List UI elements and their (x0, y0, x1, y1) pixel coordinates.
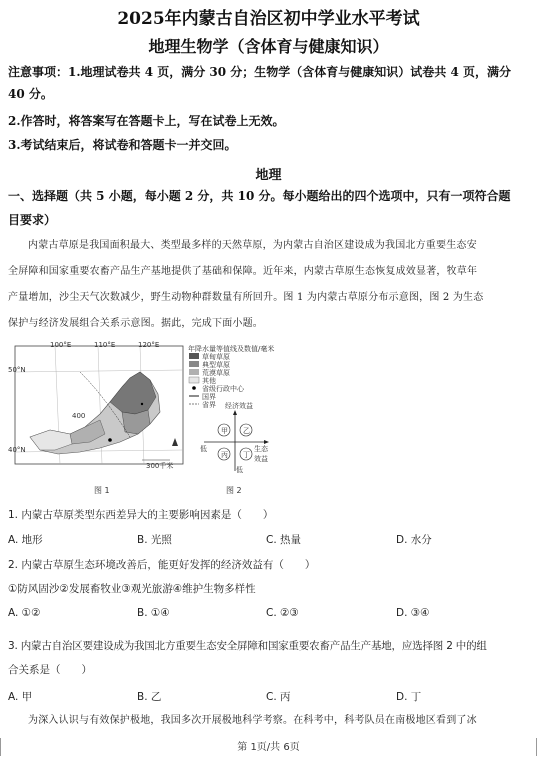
question-3-stem: 3. 内蒙古自治区要建设成为我国北方重要生态安全屏障和国家重要农畜产品生产基地，应选择图 2 中的组 (8, 640, 487, 652)
quadrant-yi: 乙 (243, 427, 250, 435)
intro-line-3: 产量增加，沙尘天气次数减少，野生动物种群数量有所回升。图 1 为内蒙古草原分布示意图，图 2 为生态 (8, 292, 484, 303)
notice-line-4: 3.考试结束后，将试卷和答题卡一并交回。 (8, 138, 237, 152)
figure-2-caption: 图 2 (226, 486, 242, 495)
q3-option-a[interactable]: A. 甲 (8, 691, 33, 703)
axis-ecological: 生态效益 (254, 445, 268, 463)
intro-line-4: 保护与经济发展组合关系示意图。据此，完成下面小题。 (8, 318, 263, 329)
map-legend (188, 344, 278, 408)
q1-option-a[interactable]: A. 地形 (8, 534, 43, 546)
quadrant-graphic (200, 405, 270, 475)
intro-line-1: 内蒙古草原是我国面积最大、类型最多样的天然草原，为内蒙古自治区建设成为我国北方重要生态安 (28, 240, 477, 251)
q3-option-d[interactable]: D. 丁 (396, 691, 422, 703)
lat-label-50: 50°N (8, 366, 26, 374)
q2-option-a[interactable]: A. ①② (8, 607, 41, 619)
subject-heading: 地理 (255, 168, 282, 183)
q3-option-c[interactable]: C. 丙 (266, 691, 291, 703)
lat-label-40: 40°N (8, 446, 26, 454)
q1-option-c[interactable]: C. 热量 (266, 534, 302, 546)
question-2-sub: ①防风固沙②发展畜牧业③观光旅游④维护生物多样性 (8, 583, 256, 595)
lon-label-110: 110°E (94, 341, 116, 349)
legend-title: 年降水量等值线及数值/毫米 (188, 345, 275, 353)
legend-item-capital: 省级行政中心 (202, 385, 244, 393)
question-3-stem-cont: 合关系是（ ） (8, 664, 92, 676)
section-heading-1: 一、选择题（共 5 小题，每小题 2 分，共 10 分。每小题给出的四个选项中，只有一项符合题 (8, 189, 511, 203)
page-footer: 第 1页/共 6页 (237, 742, 300, 753)
legend-item-border: 国界 (202, 393, 216, 401)
quadrant-ding: 丁 (243, 451, 250, 459)
axis-economic: 经济效益 (225, 402, 253, 410)
section-heading-2: 目要求） (8, 213, 57, 227)
legend-item-desert: 荒漠草原 (202, 369, 230, 377)
notice-line-2: 40 分。 (8, 87, 53, 101)
lon-label-100: 100°E (50, 341, 72, 349)
axis-low-left: 低 (200, 445, 207, 453)
question-2-stem: 2. 内蒙古草原生态环境改善后，能更好发挥的经济效益有（ ） (8, 559, 316, 571)
notice-line-1: 注意事项：1.地理试卷共 4 页，满分 30 分；生物学（含体育与健康知识）试卷共 4 页，满分 (8, 65, 511, 79)
intro-line-2: 全屏障和国家重要农畜产品生产基地提供了基础和保障。近年来，内蒙古草原生态恢复成效显著，牧草年 (8, 266, 478, 277)
figure-1-map (10, 342, 188, 470)
trailing-paragraph: 为深入认识与有效保护极地，我国多次开展极地科学考察。在科考中，科考队员在南极地区看到了冰 (28, 715, 477, 726)
legend-item-province-border: 省界 (202, 401, 216, 409)
exam-subtitle: 地理生物学（含体育与健康知识） (148, 37, 389, 56)
legend-item-other: 其他 (202, 377, 216, 385)
exam-title: 2025年内蒙古自治区初中学业水平考试 (117, 9, 420, 29)
axis-low-bottom: 低 (236, 466, 243, 474)
q1-option-b[interactable]: B. 光照 (137, 534, 172, 546)
legend-item-meadow: 草甸草原 (202, 353, 230, 361)
q2-option-c[interactable]: C. ②③ (266, 607, 299, 619)
q1-option-d[interactable]: D. 水分 (396, 534, 432, 546)
figure-1-caption: 图 1 (94, 486, 110, 495)
quadrant-bing: 丙 (221, 451, 228, 459)
lon-label-120: 120°E (138, 341, 160, 349)
notice-line-3: 2.作答时，将答案写在答题卡上，写在试卷上无效。 (8, 114, 285, 128)
map-scale: 300千米 (146, 462, 174, 470)
q2-option-d[interactable]: D. ③④ (396, 607, 430, 619)
isohyet-label: 400 (72, 412, 86, 420)
legend-swatches (188, 344, 200, 408)
map-graphic (10, 342, 188, 470)
q3-option-b[interactable]: B. 乙 (137, 691, 162, 703)
question-1-stem: 1. 内蒙古草原类型东西差异大的主要影响因素是（ ） (8, 509, 274, 521)
legend-item-typical: 典型草原 (202, 361, 230, 369)
figure-2-quadrant (200, 402, 270, 475)
quadrant-jia: 甲 (221, 427, 228, 435)
q2-option-b[interactable]: B. ①④ (137, 607, 170, 619)
